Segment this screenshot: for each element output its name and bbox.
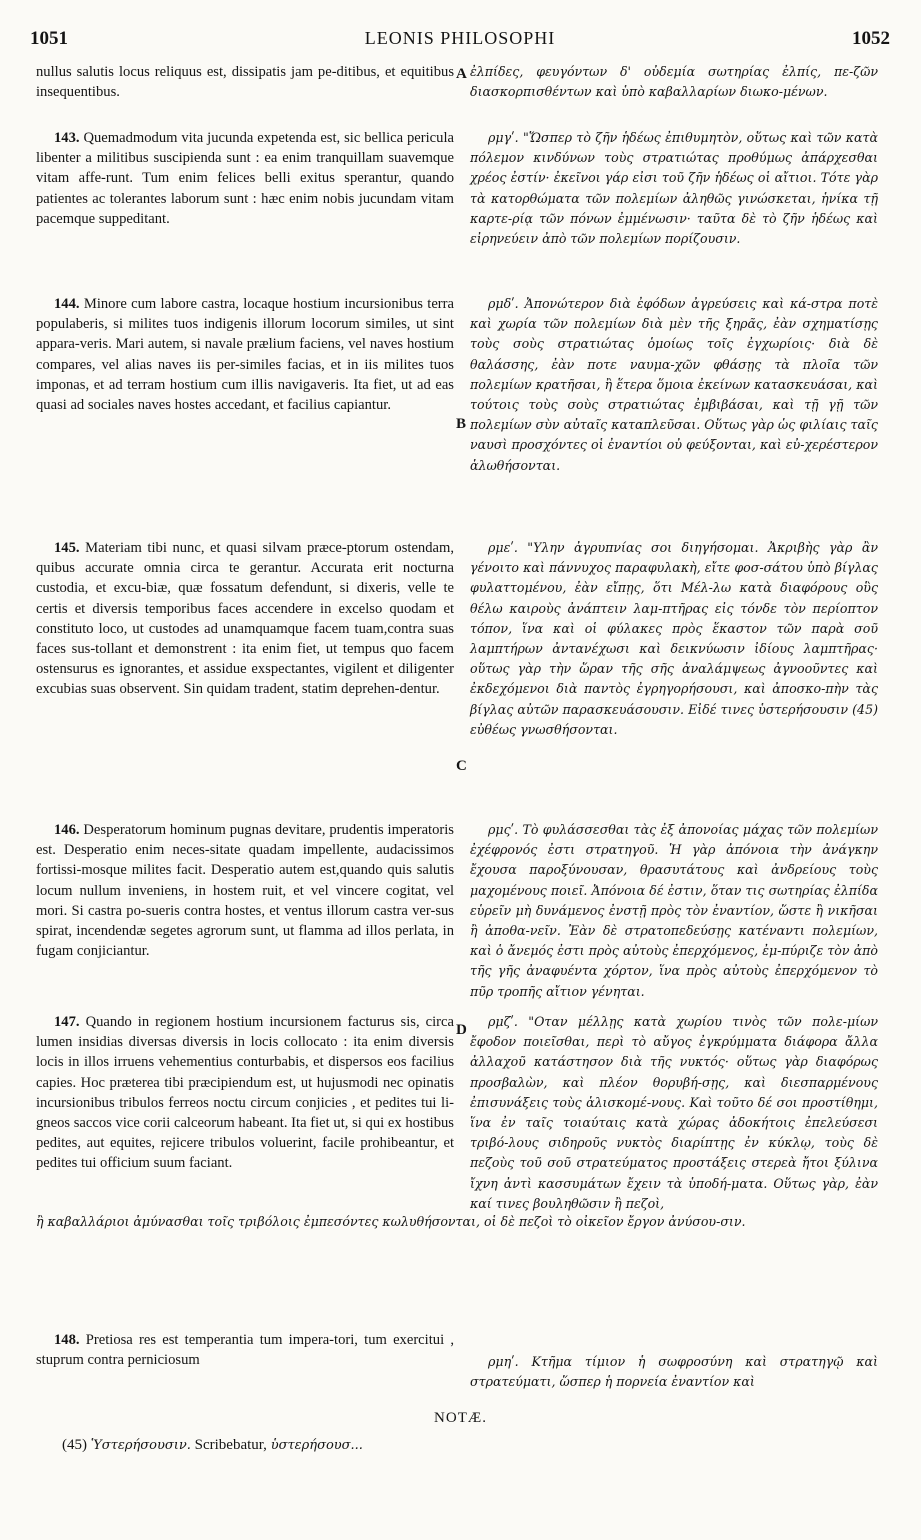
- section-number: 147.: [54, 1014, 80, 1030]
- running-title: LEONIS PHILOSOPHI: [364, 28, 556, 48]
- margin-marker-b: B: [456, 416, 467, 432]
- margin-marker-d: D: [456, 1022, 467, 1038]
- section-text: Minore cum labore castra, locaque hostium incursionibus terra populaberis, si milites tuos indigenis illorum locorum similes, ut sint appara-veris. Mari autem, si navale prælium faciens, vel naves hostium compares, vel alias naves iis per-similes facias, et in iis milites tuos imponas, et ad terram hostium cum illis navigaveris. Ita fiet, ut ad eas quasi ad sociales naves hostes accedant, et facilius capiantur.: [36, 296, 454, 414]
- latin-section-147: [36, 1012, 454, 1174]
- latin-section-148: [36, 1330, 454, 1370]
- greek-section-145: ρμεʹ. "Υλην ἀγρυπνίας σοι διηγήσομαι. Ἀκριβὴς γὰρ ἂν γένοιτο καὶ πάννυχος παραφυλακὴ, εἴτε φοσ-σάτου ὑπὸ βίγλας φυλαττομένου, ἐὰν εἴπῃς, ὅτι Μέλ-λω κατὰ διαφόρους οὓς θέλω καιροὺς ἀνάπτειν λαμ-πτῆρας εἰς τόνδε τὸν περίοπτον τόπον, ἵνα καὶ οἱ φύλακες πρὸς ἕκαστον τῶν παρὰ σοῦ λαμπτήρων ἀντανέχωσι καὶ δεικνύωσιν ἰδίους λαμπτῆρας· οὕτως γὰρ τὴν ὥραν τῆς σῆς ἀναλάμψεως ἀγνοοῦντες καὶ ἐκδεχόμενοι διὰ παντὸς ἐγρηγορήσουσι, καὶ ἀποσκο-πὴν τὰς βίγλας αὐτῶν παρασκευάσουσιν. Εἰδέ τινες ὑστερήσουσιν (45) εὐθέως γνωσθήσονται.: [470, 540, 878, 737]
- section-number: 145.: [54, 540, 80, 556]
- note-greek: Ὑστερήσουσιν.: [90, 1438, 191, 1453]
- section-text: Materiam tibi nunc, et quasi silvam præce-ptorum ostendam, quibus accurate omnia circa te gerantur. Accurata erit nocturna custodia, et excu-biæ, quæ fossatum defendunt, si dixeris, velle te certis et diversis temporibus faces accendere in excelso quodam et constituto loco, ut custodes ad unamquamque facem tuam,contra suas faces sus-tollant et demonstrent : ita enim fiet, ut tempus quo facem ostensurus es ignorantes, et assidue exspectantes, vigilent et diligenter excubias suas observent. Sin quidam tradent, statim deprehen-dentur.: [36, 540, 454, 698]
- section-text: Quando in regionem hostium incursionem facturus sis, circa lumen insidias diversas diversis in locis collocato : ita enim diversis locis in illos irruens vehementius conturbabis, et dispersos eos facilius capies. Hoc præterea tibi præcipiendum est, ut hujusmodi nec opinatis incursionibus tribulos ferreos noctu circum conjicies , et pedites tui li-gneos saccos vice corii calceorum habeant. Ita fiet ut, si qui ex hostibus pedites, aut equites, rejicere tribulos voluerint, facile prohibeantur, et pedites tui officium suum faciant.: [36, 1014, 454, 1172]
- greek-147-continuation: ἢ καβαλλάριοι ἀμύνασθαι τοῖς τριβόλοις ἐμπεσόντες κωλυθήσονται, οἱ δὲ πεζοὶ τὸ οἰκεῖον ἔργον ἀνύσου-σιν.: [36, 1214, 746, 1229]
- greek-section-146: ρμςʹ. Τὸ φυλάσσεσθαι τὰς ἐξ ἀπονοίας μάχας τῶν πολεμίων ἐχέφρονός ἐστι στρατηγοῦ. Ἡ γὰρ ἀπόνοια τὴν ἀνάγκην ἔχουσα παροξύνουσαν, θρασυτάτους καὶ ἀνδρείους τοὺς μαχομένους ποιεῖ. Ἀπόνοια δέ ἐστιν, ὅταν τις σωτηρίας ἐλπίδα εὑρεῖν μὴ δυνάμενος ἐνστῇ πρὸς τὸν ἐναντίον, ὥστε ἢ νικῆσαι ἢ ἀποθα-νεῖν. Ἐὰν δὲ στρατοπεδεύσῃς κατέναντι πολεμίων, καὶ ὁ ἄνεμός ἐστι πρὸς αὐτοὺς ἐπερχόμενος, ἐμ-πύριζε τὸν ἀπὸ τῆς γῆς ἀναφυέντα χόρτον, ἵνα πρὸς αὐτοὺς ἐπερχόμενον τὸ πῦρ τροπῆς αἴτιον γένηται.: [470, 822, 878, 999]
- latin-section-143: [36, 128, 454, 229]
- margin-marker-a: A: [456, 66, 467, 82]
- greek-section-148: ρμηʹ. Κτῆμα τίμιον ἡ σωφροσύνη καὶ στρατηγῷ καὶ στρατεύματι, ὥσπερ ἡ πορνεία ἐναντίον καὶ: [470, 1354, 878, 1390]
- latin-section-145: [36, 538, 454, 700]
- section-text: Quemadmodum vita jucunda expetenda est, sic bellica pericula libenter a militibus suscipienda sunt : ea enim tranquillam suavemque vitam affe-runt. Tum enim felices belli exitus sperantur, quando patientes ac tolerantes laborum sunt : hæc enim nobis jucundam vitam pacemque suppeditant.: [36, 130, 454, 227]
- greek-section-147: ρμζʹ. "Οταν μέλλῃς κατὰ χωρίου τινὸς τῶν πολε-μίων ἔφοδον ποιεῖσθαι, περὶ τὸ αὔγος ἐγκρύμματα διάφορα ἄλλα ἀλλαχοῦ κατάστησον διὰ τῆς νυκτός· οὕτως γὰρ διαφόρως προσβαλὼν, καὶ πλέον θορυβή-σῃς, καὶ διεσπαρμένους ἐπισυνάξεις τοὺς ἁλισκομέ-νους. Καὶ τοῦτο δέ σοι προστίθημι, ἵνα ἐν ταῖς τοιαύταις κατὰ χώρας ἀδοκήτοις ἐπελεύσεσι τριβό-λους σιδηροῦς νυκτὸς διαρίπτῃς ἐν κύκλῳ, τοὺς δὲ πεζοὺς τοῦ σοῦ στρατεύματος προστάξεις στερεὰ ἤτοι ξύλινα ἴχνη ἀντὶ κασσυμάτων ἔχειν τὰ ὑποδή-ματα. Οὕτως γὰρ, ἐὰν καί τινες βουληθῶσιν ἢ πεζοὶ,: [470, 1014, 878, 1211]
- latin-section-144: [36, 294, 454, 415]
- greek-section-144: ρμδʹ. Ἀπονώτερον διὰ ἐφόδων ἀγρεύσεις καὶ κά-στρα ποτὲ καὶ χωρία τῶν πολεμίων διὰ μὲν τῆς ξηρᾶς, ἐὰν σχηματίσῃς τοὺς σοὺς στρατιώτας ὁμοίως τοῖς ἐγχωρίοις· διὰ δὲ θαλάσσης, ἐὰν ποτε ναυμα-χῶν φθάσῃς τὰ πλοῖα τῶν πολεμίων κρατῆσαι, ἢ ἕτερα ὅμοια ἐκείνων κατασκευάσαι, καὶ τούτοις τοὺς σοὺς στρατιώτας ἐμβιβάσαι, καὶ τῇ γῇ τῶν πολεμίων σὺν αὐταῖς καταπλεῦσαι. Οὕτως γὰρ ὡς φιλίαις ταῖς ναυσὶ προσχόντες οἱ ἐναντίοι οὐ φεύξονται, καὶ εὐ-χερέστερον ἁλωθήσονται.: [470, 296, 878, 473]
- section-number: 148.: [54, 1332, 80, 1348]
- page-header: [30, 28, 890, 54]
- section-text: Desperatorum hominum pugnas devitare, prudentis imperatoris est. Desperatio enim neces-sitate quadam impellente, audacissimos fortissi-mosque milites facit. Desperatio autem est,quando quis salutis locum nullum inveniens, in hostem ruit, et vel vincere cogitat, vel mori. Si castra po-sueris contra hostes, et ventus illorum castra ver-sus spirat, incendendæ segetes agrorum sunt, ut flamma ad illos perlata, in fugam conjiciantur.: [36, 822, 454, 960]
- note-text: Scribebatur,: [194, 1437, 267, 1453]
- section-number: 144.: [54, 296, 80, 312]
- note-ref: (45): [62, 1437, 87, 1453]
- section-text: Pretiosa res est temperantia tum impera-tori, tum exercitui , stuprum contra perniciosum: [36, 1332, 454, 1369]
- greek-section-143: ρμγʹ. "Ὥσπερ τὸ ζῆν ἡδέως ἐπιθυμητὸν, οὕτως καὶ τῶν κατὰ πόλεμον κινδύνων τοὺς στρατιώτας προθύμως ἀπάρχεσθαι χρέος ἐστίν· ἐκεῖνοι γάρ εἰσι τοῦ ζῆν ἡδέως οἱ αἴτιοι. Τότε γὰρ τὰ κατορθώματα τῶν πολεμίων ἀληθῶς γινώσκεται, ἡνίκα τῇ καρτε-ρίᾳ τῶν πόνων ἐμμένωσιν· ταῦτα δὲ τὸ ζῆν ἡδέως καὶ εἰρηνεύειν ἀπὸ τῶν πολεμίων πορίζουσιν.: [470, 130, 878, 247]
- margin-marker-c: C: [456, 758, 467, 774]
- page-number-left: 1051: [30, 28, 68, 49]
- section-number: 143.: [54, 130, 80, 146]
- note-greek-2: ὑστερήσουσ...: [270, 1438, 363, 1453]
- latin-section-146: [36, 820, 454, 961]
- notes-title: NOTÆ.: [434, 1410, 487, 1426]
- greek-intro: ἐλπίδες, φευγόντων δ' οὐδεμία σωτηρίας ἐλπίς, πε-ζῶν διασκορπισθέντων καὶ ὑπὸ καβαλλαρίων διωκο-μένων.: [470, 64, 878, 100]
- latin-intro: nullus salutis locus reliquus est, dissipatis jam pe-ditibus, et equitibus insequentibus.: [36, 64, 454, 101]
- page-number-right: 1052: [852, 28, 890, 49]
- footnote-45: [62, 1437, 882, 1454]
- section-number: 146.: [54, 822, 80, 838]
